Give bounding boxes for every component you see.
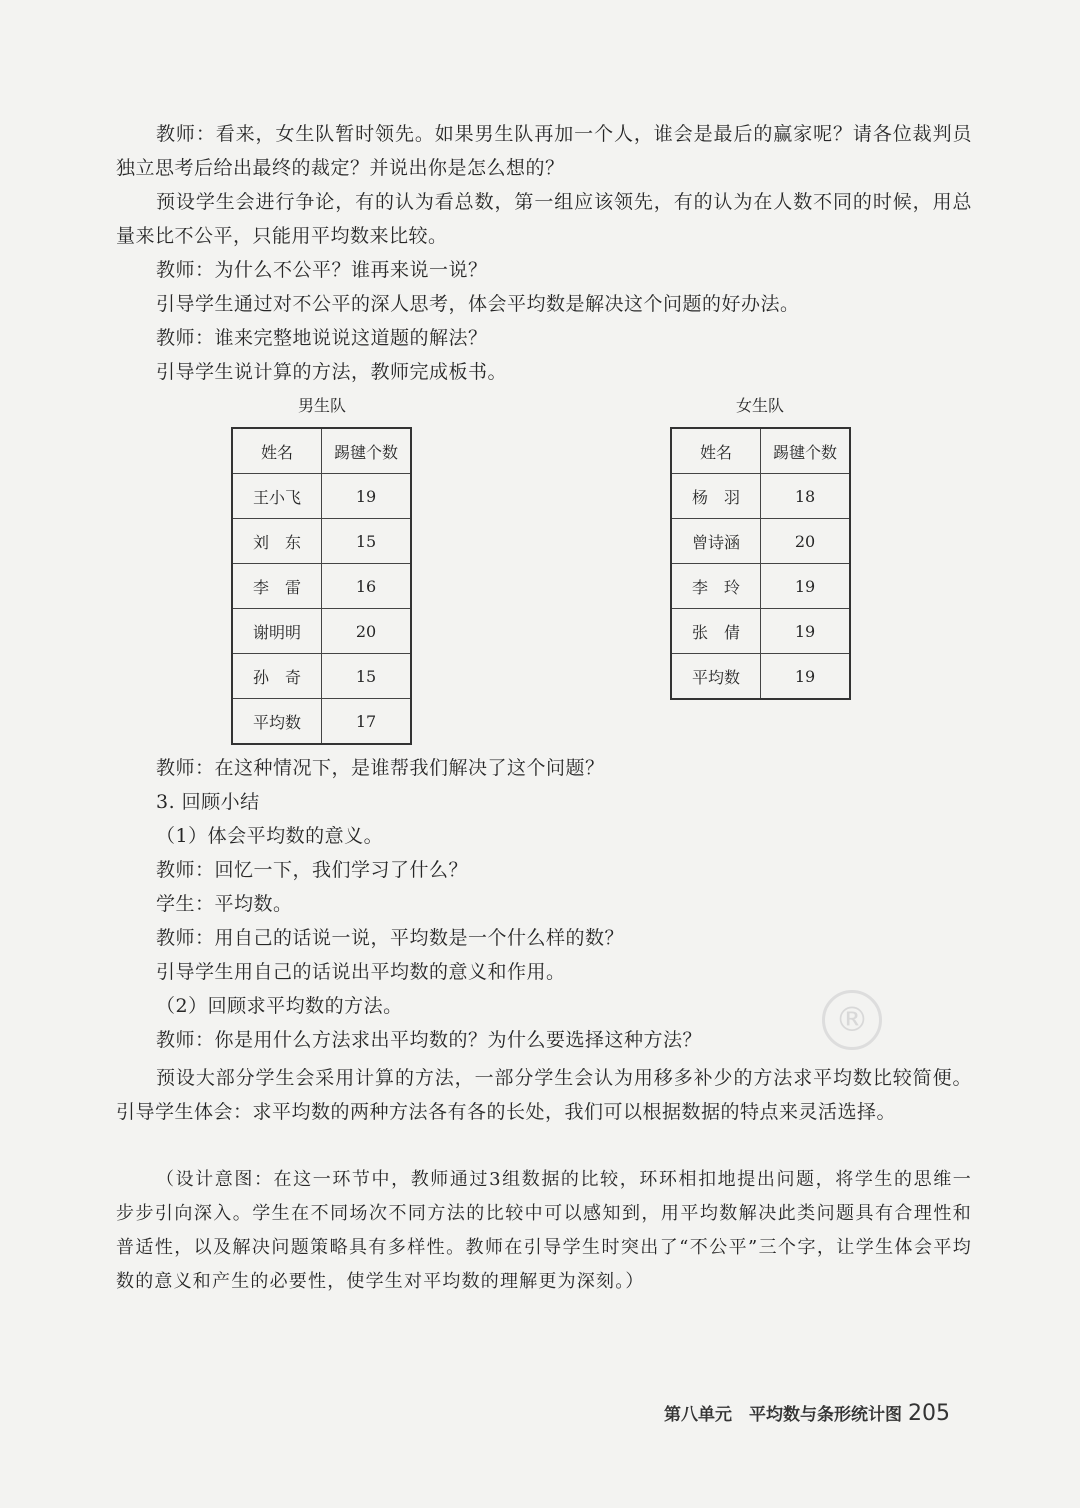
paragraph-6: 引导学生说计算的方法，教师完成板书。 — [156, 361, 508, 383]
girls-table-caption: 女生队 — [735, 396, 784, 415]
cell-count: 19 — [761, 654, 851, 700]
paragraph-2: 预设学生会进行争论，有的认为看总数，第一组应该领先，有的认为在人数不同的时候，用总量来比不公平，只能用平均数来比较。 — [116, 191, 972, 247]
cell-count: 20 — [761, 519, 851, 564]
cell-count: 15 — [322, 654, 412, 699]
cell-name: 李 玲 — [671, 564, 761, 609]
girls-score-table — [670, 427, 851, 700]
paragraph-4: 引导学生通过对不公平的深人思考，体会平均数是解决这个问题的好办法。 — [156, 293, 800, 315]
table-row — [671, 474, 850, 519]
registered-watermark-icon: ® — [822, 990, 882, 1050]
cell-count: 15 — [322, 519, 412, 564]
cell-count: 19 — [761, 609, 851, 654]
header-name: 姓名 — [671, 428, 761, 474]
paragraph-12: 教师：你是用什么方法求出平均数的？为什么要选择这种方法？ — [156, 1029, 703, 1051]
design-note: （设计意图：在这一环节中，教师通过3组数据的比较，环环相扣地提出问题，将学生的思维一步步引向深入。学生在不同场次不同方法的比较中可以感知到，用平均数解决此类问题具有合理性和普适性，以及解决问题策略具有多样性。教师在引导学生时突出了“不公平”三个字，让学生体会平均数的意义和产生的必要性，使学生对平均数的理解更为深刻。） — [116, 1169, 972, 1292]
cell-count: 17 — [322, 699, 412, 745]
table-row — [232, 474, 411, 519]
paragraph-13: 预设大部分学生会采用计算的方法，一部分学生会认为用移多补少的方法求平均数比较简便。引导学生体会：求平均数的两种方法各有各的长处，我们可以根据数据的特点来灵活选择。 — [116, 1067, 972, 1123]
cell-count: 16 — [322, 564, 412, 609]
paragraph-1: 教师：看来，女生队暂时领先。如果男生队再加一个人，谁会是最后的赢家呢？请各位裁判员独立思考后给出最终的裁定？并说出你是怎么想的？ — [116, 123, 972, 179]
cell-name: 王小飞 — [232, 474, 322, 519]
paragraph-11: 引导学生用自己的话说出平均数的意义和作用。 — [156, 961, 566, 983]
chapter-title: 第八单元 平均数与条形统计图 — [664, 1405, 902, 1425]
table-row — [232, 519, 411, 564]
paragraph-9: 学生：平均数。 — [156, 893, 293, 915]
table-row — [232, 564, 411, 609]
paragraph-3: 教师：为什么不公平？谁再来说一说？ — [156, 259, 488, 281]
table-row — [671, 609, 850, 654]
table-row — [232, 609, 411, 654]
cell-count: 20 — [322, 609, 412, 654]
page-number: 205 — [908, 1401, 950, 1426]
cell-name: 张 倩 — [671, 609, 761, 654]
section-heading: 3. 回顾小结 — [156, 791, 260, 813]
paragraph-8: 教师：回忆一下，我们学习了什么？ — [156, 859, 469, 881]
cell-name: 孙 奇 — [232, 654, 322, 699]
cell-name: 谢明明 — [232, 609, 322, 654]
table-row — [671, 564, 850, 609]
cell-count: 18 — [761, 474, 851, 519]
header-count: 踢毽个数 — [761, 428, 851, 474]
cell-name: 李 雷 — [232, 564, 322, 609]
cell-count: 19 — [761, 564, 851, 609]
header-name: 姓名 — [232, 428, 322, 474]
cell-count: 19 — [322, 474, 412, 519]
cell-name: 刘 东 — [232, 519, 322, 564]
cell-name: 杨 羽 — [671, 474, 761, 519]
table-row — [232, 654, 411, 699]
paragraph-10: 教师：用自己的话说一说，平均数是一个什么样的数？ — [156, 927, 625, 949]
table-header-row — [671, 428, 850, 474]
cell-name: 平均数 — [232, 699, 322, 745]
subheading-2: （2）回顾求平均数的方法。 — [156, 995, 403, 1017]
header-count: 踢毽个数 — [322, 428, 412, 474]
subheading-1: （1）体会平均数的意义。 — [156, 825, 384, 847]
table-row — [232, 699, 411, 745]
paragraph-5: 教师：谁来完整地说说这道题的解法？ — [156, 327, 488, 349]
boys-score-table — [231, 427, 412, 745]
paragraph-7: 教师：在这种情况下，是谁帮我们解决了这个问题？ — [156, 757, 605, 779]
table-header-row — [232, 428, 411, 474]
page-footer — [664, 1400, 950, 1426]
table-row — [671, 519, 850, 564]
table-row — [671, 654, 850, 700]
cell-name: 曾诗涵 — [671, 519, 761, 564]
cell-name: 平均数 — [671, 654, 761, 700]
boys-table-caption: 男生队 — [297, 396, 346, 415]
